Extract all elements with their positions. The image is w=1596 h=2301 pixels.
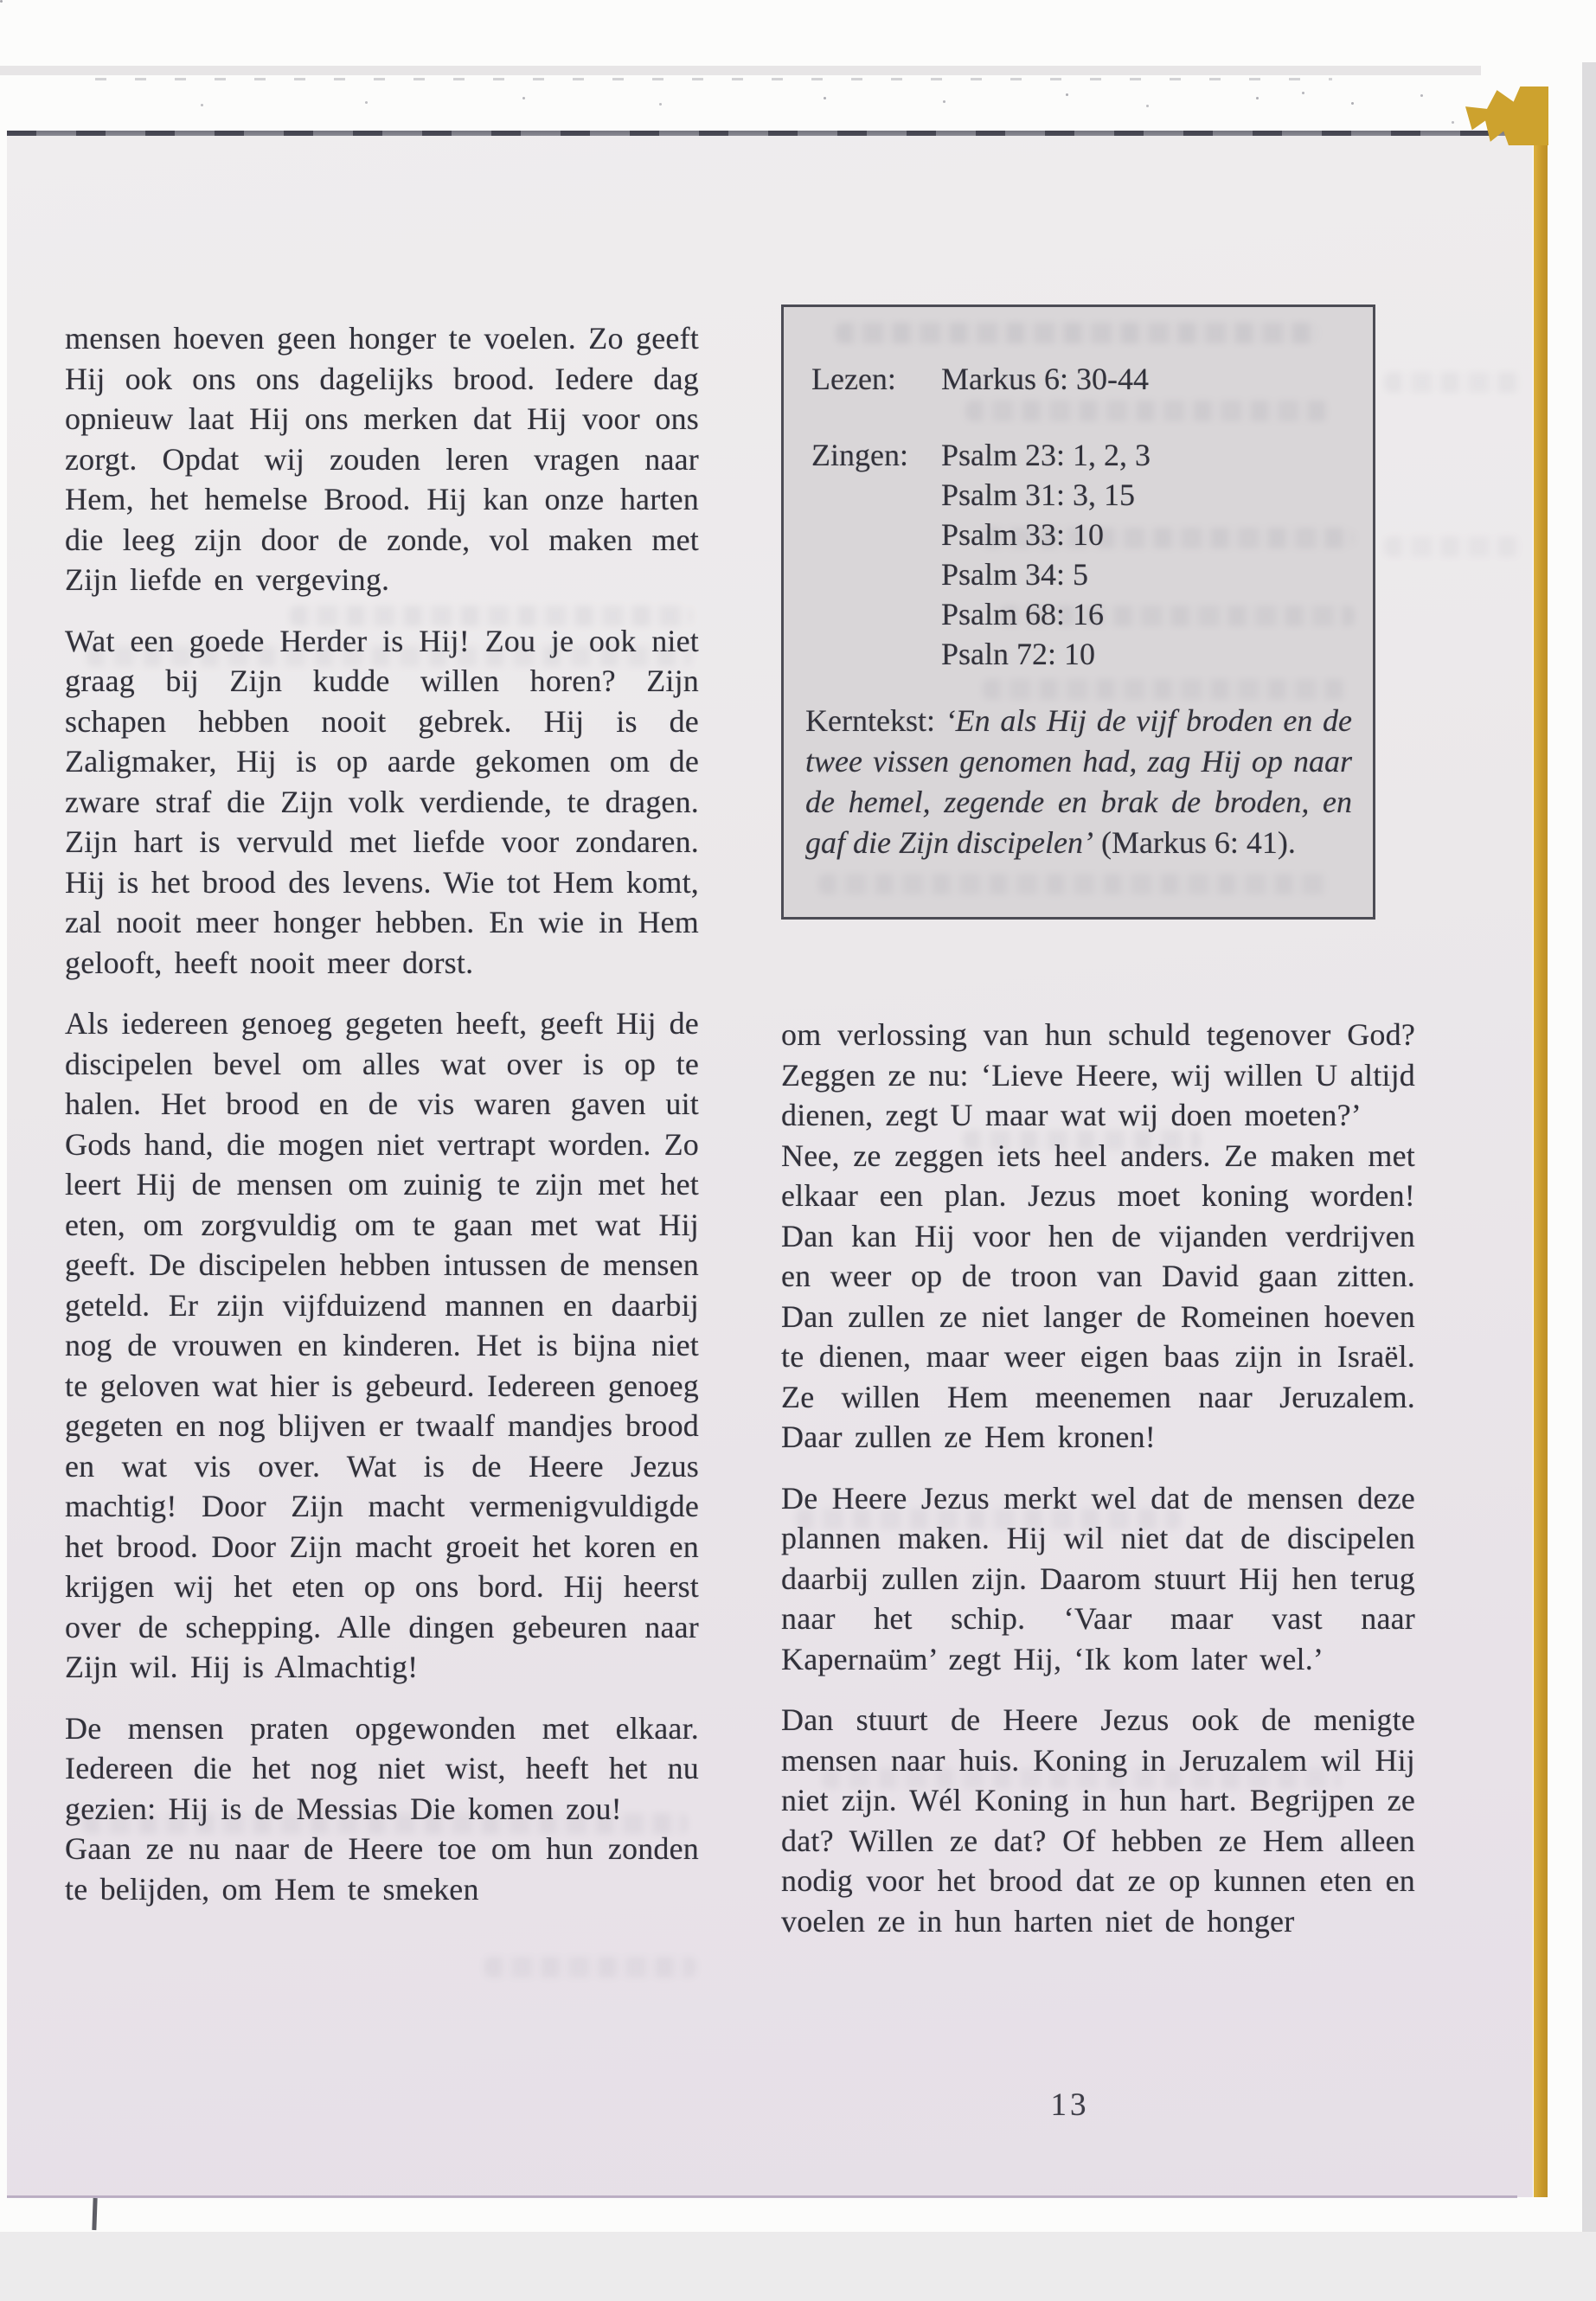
zingen-item: Psalm 34: 5 [941,557,1089,592]
body-paragraph: De mensen praten opgewonden met elkaar. Iedereen die het nog niet wist, heeft het nu gezien: Hij is de Messias Die komen zou! [65,1710,699,1826]
zingen-list [941,437,1151,676]
photo-bottom-band [0,2232,1596,2301]
page-bottom-edge [7,2195,1517,2198]
photo-right-strip [1582,62,1596,2301]
zingen-item: Psalm 33: 10 [941,517,1105,552]
page-number: 13 [1050,2087,1090,2123]
body-paragraph: om verlossing van hun schuld tegenover God? Zeggen ze nu: ‘Lieve Heere, wij willen U altijd dienen, zegt U maar wat wij doen moeten?’ [781,1017,1415,1132]
kerntekst-block [805,701,1352,863]
bleedthrough-smudge [818,874,1329,894]
page-top-edge-shadow [7,131,1538,136]
body-paragraph: Nee, ze zeggen iets heel anders. Ze maken met elkaar een plan. Jezus moet koning worden! Dan kan Hij voor hen de vijanden verdrijven en weer op de troon van David gaan zitten. Dan zullen ze niet langer de Romeinen hoeven te dienen, maar weer eigen baas zijn in Israël. Ze willen Hem meenemen naar Jeruzalem. Daar zullen ze Hem kronen! [781,1138,1415,1454]
left-text-column [65,318,699,1930]
bleedthrough-smudge [965,401,1329,421]
body-paragraph: De Heere Jezus merkt wel dat de mensen deze plannen maken. Hij wil niet dat de discipelen daarbij zullen zijn. Daarom stuurt Hij hen terug naar het schip. ‘Vaar maar vast naar Kapernaüm’ zegt Hij, ‘Ik kom later wel.’ [781,1480,1415,1676]
zingen-item: Psalm 31: 3, 15 [941,478,1136,512]
photo-top-band [0,66,1481,75]
scan-ink-tick [92,2198,97,2230]
page-gilt-edge [1534,141,1548,2197]
body-paragraph: mensen hoeven geen honger te voelen. Zo geeft Hij ook ons ons dagelijks brood. Iedere dag opnieuw laat Hij ons merken dat Hij voor ons zorgt. Opdat wij zouden leren vragen naar Hem, het hemelse Brood. Hij kan onze harten die leeg zijn door de zonde, vol maken met Zijn liefde en vergeving. [65,321,699,597]
body-paragraph: Wat een goede Herder is Hij! Zou je ook niet graag bij Zijn kudde willen horen? Zijn schapen hebben nooit gebrek. Hij is de Zaligmaker, Hij is op aarde gekomen om de zware straf die Zijn volk verdiende, te dragen. Zijn hart is vervuld met liefde voor zondaren. Hij is het brood des levens. Wie tot Hem komt, zal nooit meer honger hebben. En wie in Hem gelooft, heeft nooit meer dorst. [65,623,699,980]
zingen-label: Zingen: [811,438,908,472]
bleedthrough-smudge [983,679,1346,700]
body-paragraph: Dan stuurt de Heere Jezus ook de menigte mensen naar huis. Koning in Jeruzalem wil Hij niet zijn. Wél Koning in hun hart. Begrijpen ze dat? Willen ze dat? Of hebben ze Hem alleen nodig voor het brood dat ze op kunnen eten en voelen ze in hun harten niet de honger [781,1702,1415,1939]
lezen-value: Markus 6: 30-44 [941,362,1149,396]
body-paragraph: Gaan ze nu naar de Heere toe om hun zonden te belijden, om Hem te smeken [65,1831,699,1907]
right-text-column [781,1015,1415,1962]
zingen-item: Psaln 72: 10 [941,637,1096,671]
kerntekst-reference: (Markus 6: 41). [1100,825,1296,860]
scan-speckles [0,0,3,3]
bleedthrough-smudge [836,323,1320,343]
kerntekst-label: Kerntekst: [805,703,935,738]
bleedthrough-smudge [1384,536,1522,557]
body-paragraph: Als iedereen genoeg gegeten heeft, geeft Hij de discipelen bevel om alles wat over is op te halen. Het brood en de vis waren gaven uit Gods hand, die mogen niet vertrapt worden. Zo leert Hij de mensen om zuinig te zijn met het eten, om zorgvuldig om te gaan met wat Hij geeft. De discipelen hebben intussen de mensen geteld. Er zijn vijfduizend mannen en daarbij nog de vrouwen en kinderen. Het is bijna niet te geloven wat hier is gebeurd. Iedereen genoeg gegeten en nog blijven er twaalf mandjes brood en wat vis over. Wat is de Heere Jezus machtig! Door Zijn macht vermenigvuldigde het brood. Door Zijn macht groeit het koren en krijgen wij het eten op ons bord. Hij heerst over de schepping. Alle dingen gebeuren naar Zijn wil. Hij is Almachtig! [65,1006,699,1684]
zingen-item: Psalm 68: 16 [941,597,1105,631]
bleedthrough-smudge [484,1957,696,1977]
zingen-item: Psalm 23: 1, 2, 3 [941,438,1151,472]
reading-info-box [781,304,1375,920]
lezen-label: Lezen: [811,362,896,396]
bleedthrough-smudge [1384,372,1522,393]
kerntekst-quote: ‘En als Hij de vijf broden en de twee vissen genomen had, zag Hij op naar de hemel, zegende en brak de broden, en gaf die Zijn discipelen’ [805,703,1352,860]
scan-dashed-artifact [95,78,1332,80]
